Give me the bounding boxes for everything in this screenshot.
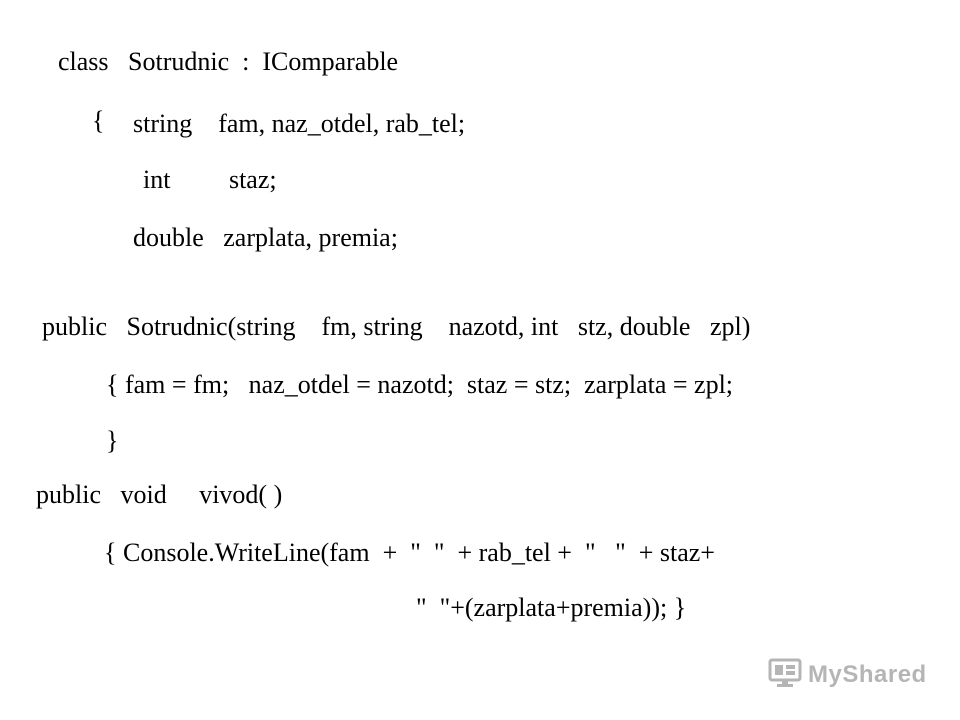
class-declaration-line: class Sotrudnic : IComparable xyxy=(58,47,399,76)
vivod-method-signature-line: public void vivod( ) xyxy=(36,480,283,509)
writeline-call-line: { Console.WriteLine(fam + " " + rab_tel + " " + staz+ xyxy=(104,538,715,567)
double-fields-line: double zarplata, premia; xyxy=(133,223,398,252)
myshared-watermark xyxy=(768,658,927,692)
constructor-close-brace: } xyxy=(106,426,119,455)
writeline-continuation-line: " "+(zarplata+premia)); } xyxy=(416,593,687,622)
constructor-body-line: { fam = fm; naz_otdel = nazotd; staz = stz; zarplata = zpl; xyxy=(106,370,734,399)
constructor-signature-line: public Sotrudnic(string fm, string nazotd, int stz, double zpl) xyxy=(42,312,751,341)
int-field-line: int staz; xyxy=(143,165,277,194)
watermark-text: MyShared xyxy=(808,661,927,688)
string-fields-line: string fam, naz_otdel, rab_tel; xyxy=(133,109,466,138)
open-brace: { xyxy=(92,106,105,135)
monitor-icon xyxy=(768,658,802,693)
